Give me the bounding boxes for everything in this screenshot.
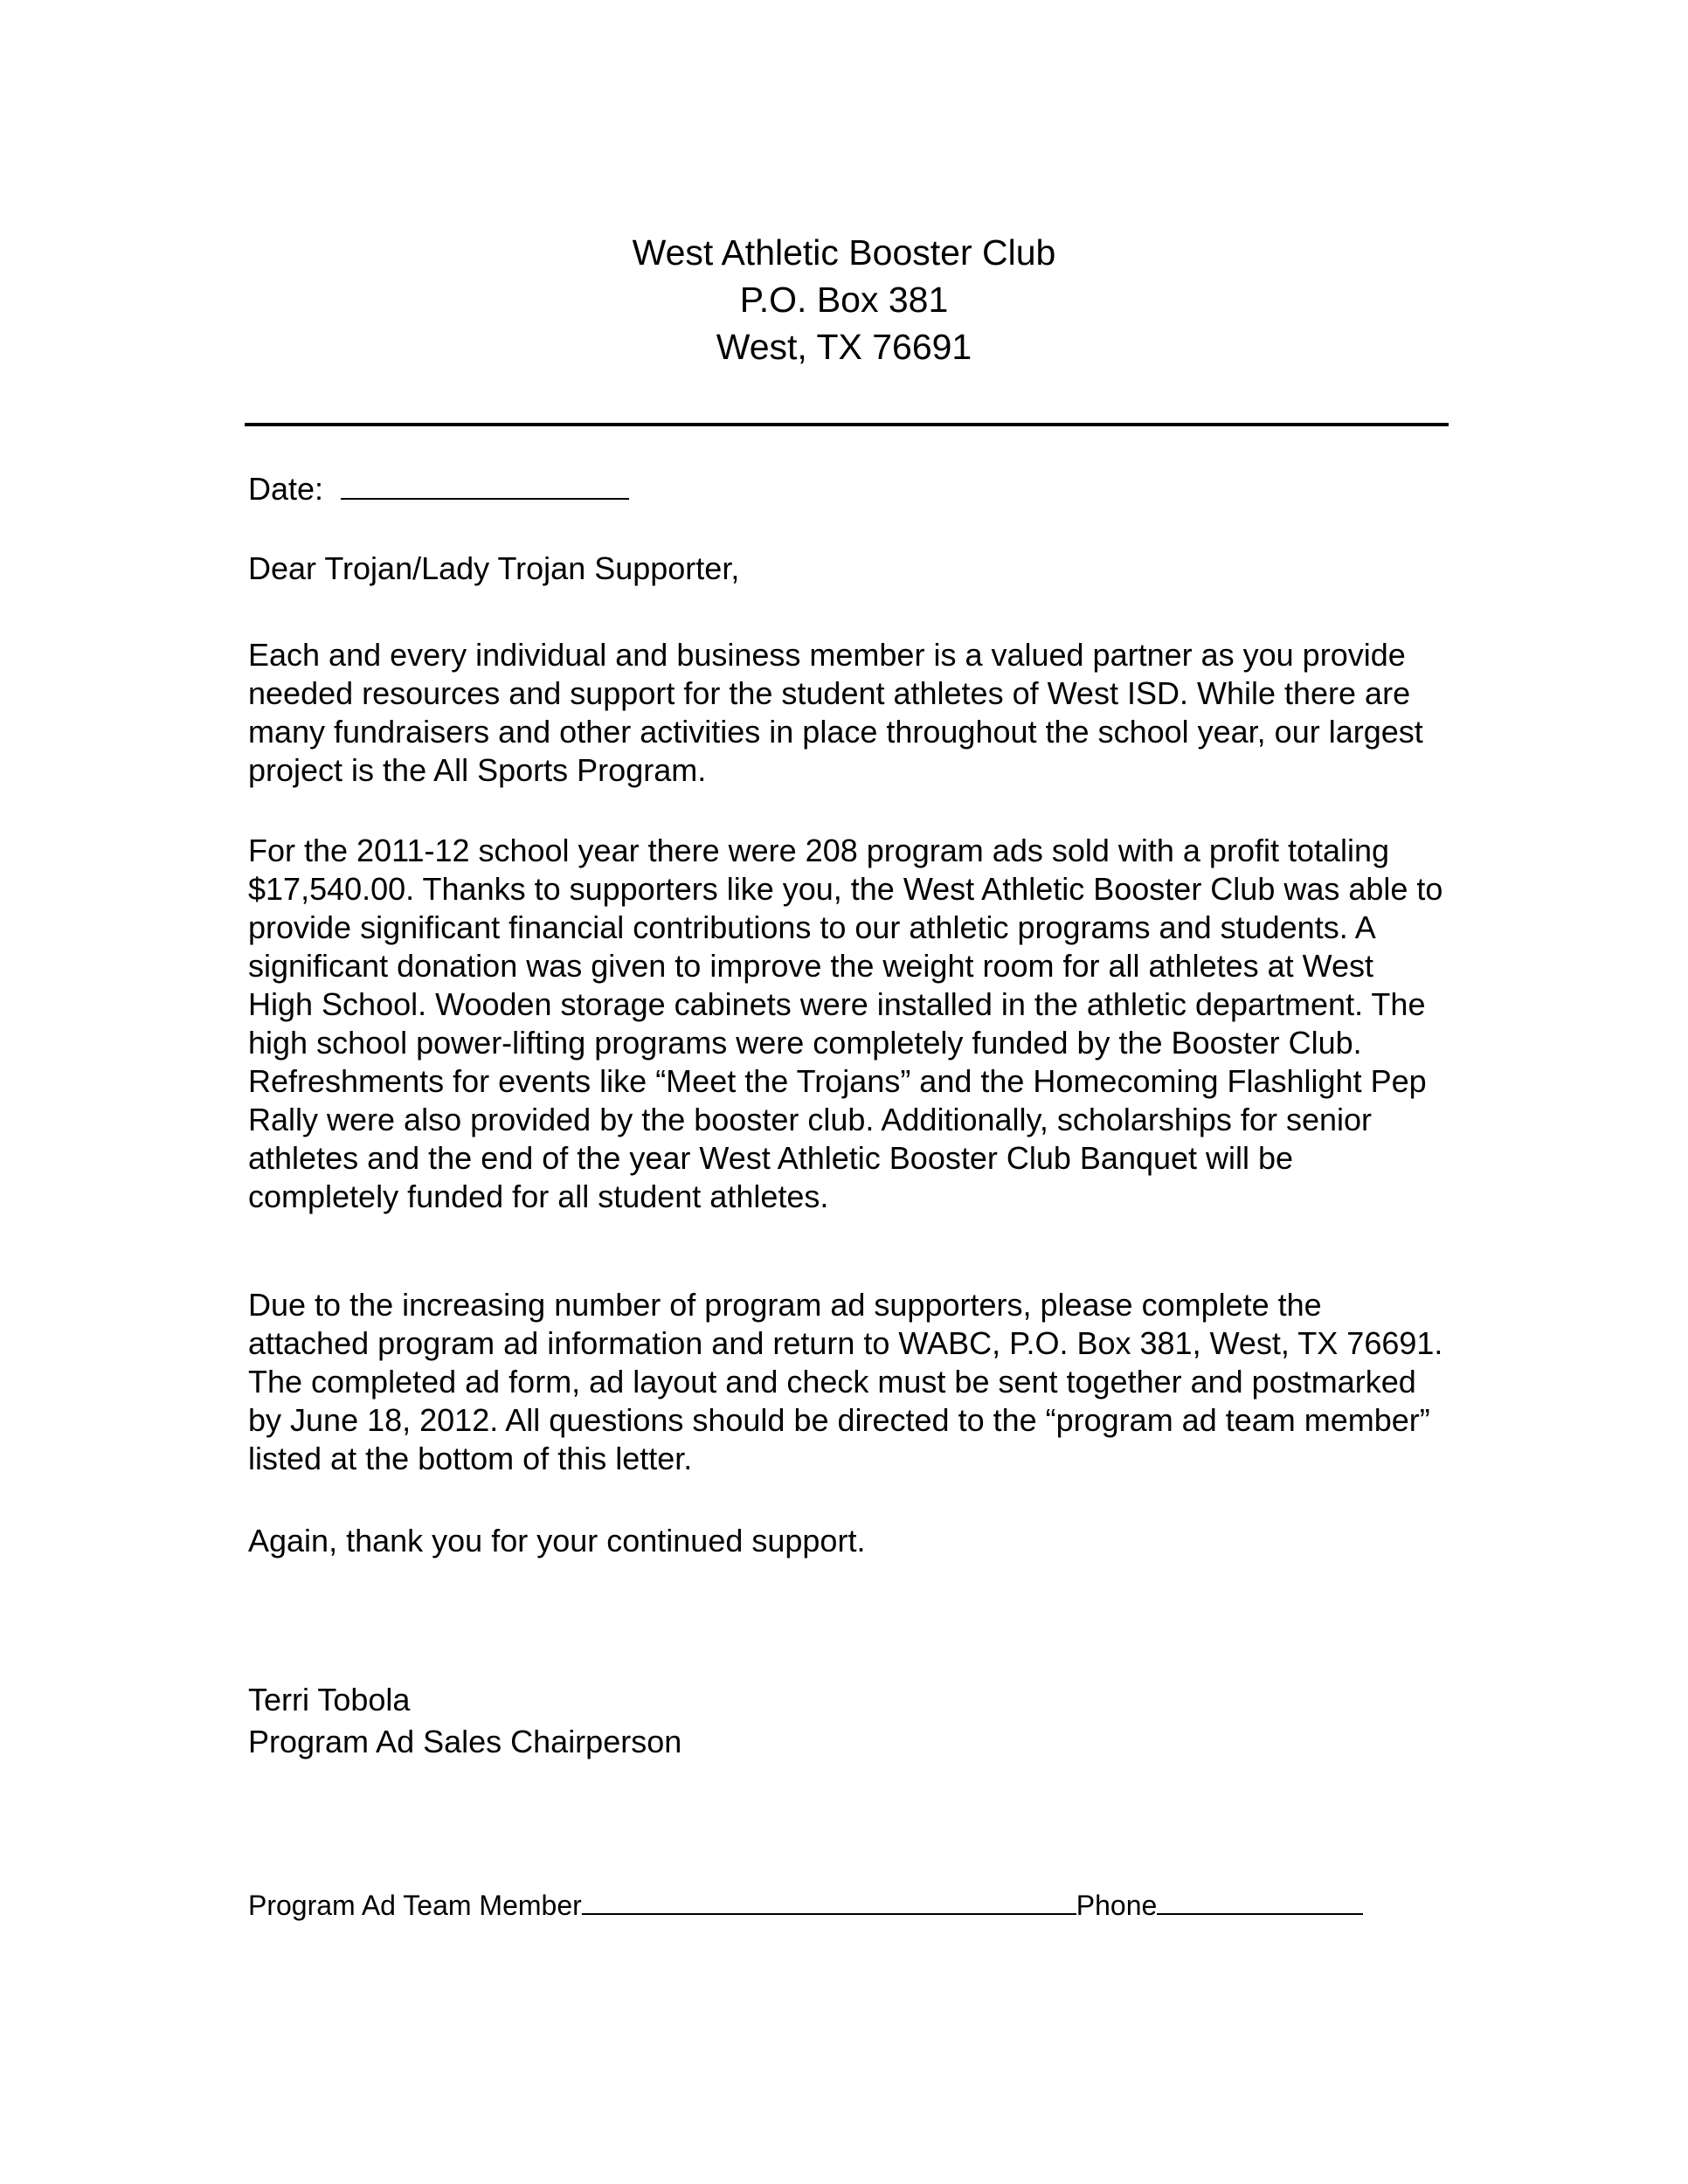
paragraph-2: For the 2011-12 school year there were 208 program ads sold with a profit totaling $17,540.00. Thanks to supporters like you, the West Athletic Booster Club was able to provide significant financial contributions to our athletic programs and students. A significant donation was given to improve the weight room for all athletes at West High School. Wooden storage cabinets were installed in the athletic department. The high school power-lifting programs were completely funded by the Booster Club. Refreshments for events like “Meet the Trojans” and the Homecoming Flashlight Pep Rally were also provided by the booster club. Additionally, scholarships for senior athletes and the end of the year West Athletic Booster Club Banquet will be completely funded for all student athletes. [248,833,1443,1214]
paragraph-4: Again, thank you for your continued support. [248,1523,866,1559]
city-state-zip: West, TX 76691 [716,327,972,367]
header-divider [245,423,1449,426]
org-name: West Athletic Booster Club [632,232,1056,273]
po-box: P.O. Box 381 [739,280,949,320]
paragraph-3: Due to the increasing number of program ad supporters, please complete the attached program ad information and return to WABC, P.O. Box 381, West, TX 76691. The completed ad form, ad layout and check must be sent together and postmarked by June 18, 2012. All questions should be directed to the “program ad team member” listed at the bottom of this letter. [248,1287,1443,1476]
team-member-blank [582,1887,1076,1915]
signer-title: Program Ad Sales Chairperson [248,1724,682,1759]
date-line [248,468,629,509]
date-blank [341,468,629,500]
phone-blank [1157,1887,1363,1915]
footer-contact-line [248,1887,1363,1923]
signature-block [248,1679,681,1763]
phone-label: Phone [1076,1890,1158,1921]
paragraph-1: Each and every individual and business member is a valued partner as you provide needed resources and support for the student athletes of West ISD. While there are many fundraisers and other activities in place throughout the school year, our largest project is the All Sports Program. [248,637,1423,788]
letterhead [0,229,1688,370]
signer-name: Terri Tobola [248,1682,411,1717]
date-label: Date: [248,471,324,507]
salutation: Dear Trojan/Lady Trojan Supporter, [248,550,740,586]
team-member-label: Program Ad Team Member [248,1890,582,1921]
